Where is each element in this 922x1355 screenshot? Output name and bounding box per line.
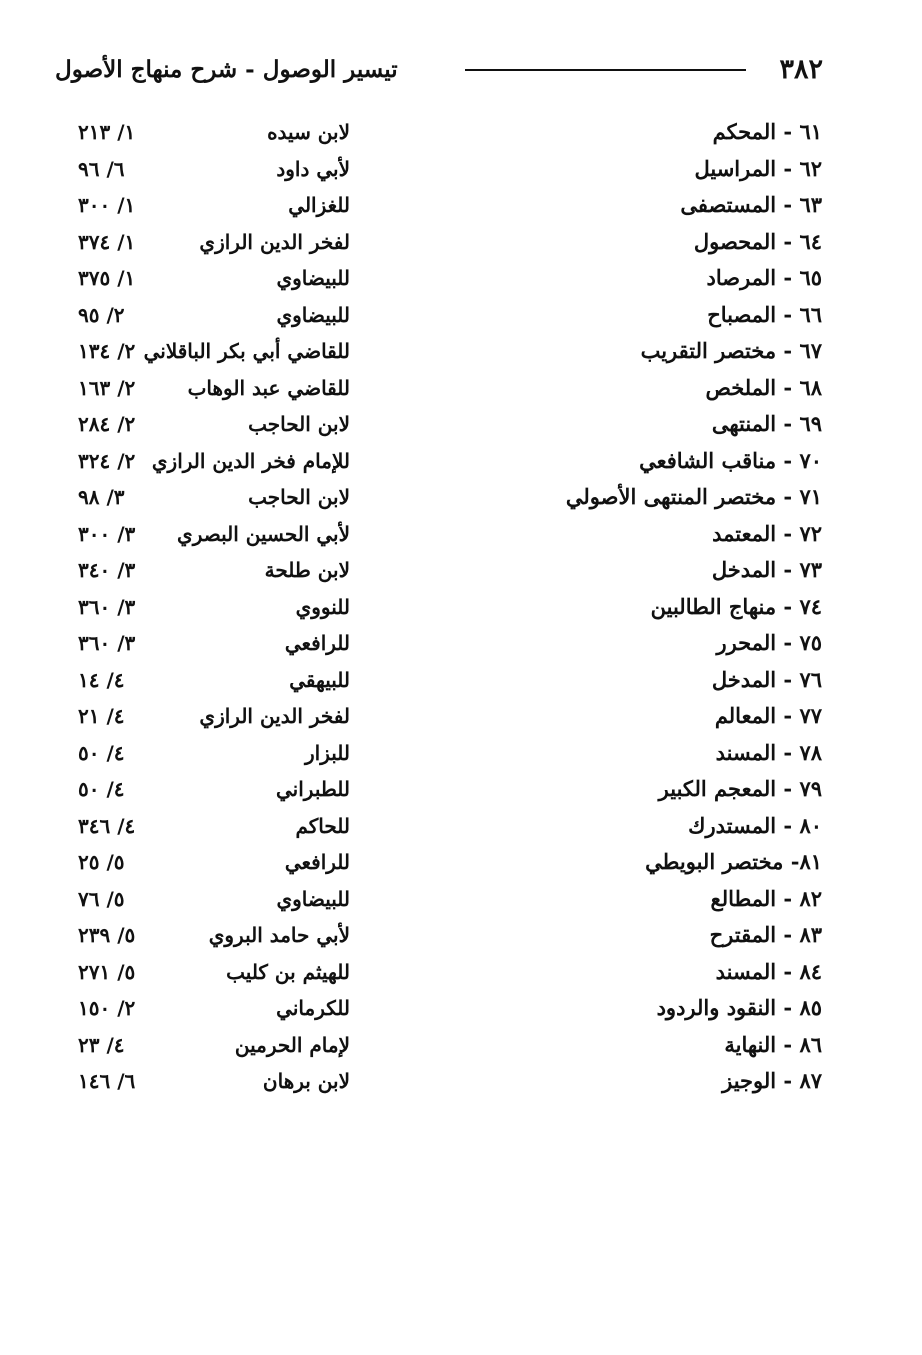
volume-page-ref: ٥/ ٢٥ <box>78 850 125 874</box>
author-ref-row <box>78 954 378 991</box>
book-title-item: ٦٥ - المرصاد <box>706 265 822 290</box>
author-ref-row <box>78 662 378 699</box>
author-name: للهيثم بن كليب <box>226 959 350 984</box>
author-name: لأبي حامد البروي <box>208 923 350 947</box>
book-title-item: ٦٧ - مختصر التقريب <box>640 338 822 363</box>
book-title-item: ٧٤ - منهاج الطالبين <box>650 593 822 619</box>
author-ref-row <box>78 406 378 443</box>
author-name: لابن برهان <box>262 1069 350 1093</box>
book-title-item: ٧٢ - المعتمد <box>712 520 822 546</box>
author-name: للبيضاوي <box>276 266 350 290</box>
volume-page-ref: ٥/ ٢٧١ <box>78 959 136 984</box>
volume-page-ref: ١/ ٢١٣ <box>78 120 136 144</box>
author-name: للنووي <box>295 594 350 619</box>
author-ref-row <box>78 516 378 553</box>
author-ref-row <box>78 917 378 954</box>
book-title-item: ٦١ - المحكم <box>712 119 822 144</box>
book-title-item: ٦٨ - الملخص <box>705 374 822 400</box>
author-ref-row <box>78 735 378 772</box>
volume-page-ref: ٥/ ٢٣٩ <box>78 923 136 947</box>
book-title-item: ٦٢ - المراسيل <box>694 155 822 181</box>
volume-page-ref: ٦/ ١٤٦ <box>78 1069 136 1093</box>
running-title: تيسير الوصول - شرح منهاج الأصول <box>55 56 398 83</box>
volume-page-ref: ٣/ ٣٤٠ <box>78 558 136 582</box>
book-title-item: ٨٧ - الوجيز <box>722 1068 822 1093</box>
author-name: للطبراني <box>276 777 350 801</box>
volume-page-ref: ٢/ ١٣٤ <box>78 339 136 363</box>
book-title-item: ٦٦ - المصباح <box>707 301 822 327</box>
author-ref-row <box>78 625 378 662</box>
volume-page-ref: ٥/ ٧٦ <box>78 886 125 911</box>
volume-page-ref: ٣/ ٣٦٠ <box>78 594 136 619</box>
author-ref-row <box>78 370 378 407</box>
author-name: لابن سيده <box>267 120 350 144</box>
author-ref-row <box>78 881 378 918</box>
author-name: لفخر الدين الرازي <box>199 704 350 728</box>
book-title-item: ٨٢ - المطالع <box>710 885 822 911</box>
book-title-item: ٦٩ - المنتهى <box>711 411 822 436</box>
volume-page-ref: ٤/ ١٤ <box>78 667 125 692</box>
book-title-item: ٨٣ - المقترح <box>709 922 822 947</box>
page-number: ٣٨٢ <box>779 54 823 85</box>
volume-page-ref: ١/ ٣٧٤ <box>78 229 136 254</box>
author-ref-row <box>78 990 378 1027</box>
author-ref-row <box>78 333 378 370</box>
book-title-item: ٨٤ - المسند <box>715 958 822 984</box>
book-title-item: ٧٩ - المعجم الكبير <box>658 776 822 801</box>
author-name: للبيضاوي <box>276 302 350 327</box>
volume-page-ref: ٤/ ٢٣ <box>78 1032 125 1057</box>
author-name: لابن الحاجب <box>248 485 350 509</box>
volume-page-ref: ٢/ ٢٨٤ <box>78 412 136 436</box>
author-ref-row <box>78 1063 378 1100</box>
volume-page-ref: ٦/ ٩٦ <box>78 156 125 181</box>
author-name: لفخر الدين الرازي <box>199 229 350 254</box>
author-ref-row <box>78 552 378 589</box>
book-title-item: ٧١ - مختصر المنتهى الأصولي <box>565 484 822 509</box>
book-title-item: ٧٠ - مناقب الشافعي <box>639 447 822 473</box>
volume-page-ref: ٤/ ٥٠ <box>78 777 125 801</box>
author-ref-row <box>78 297 378 334</box>
book-titles-list <box>462 114 822 1100</box>
author-name: للرافعي <box>284 850 350 874</box>
book-title-item: ٧٦ - المدخل <box>711 666 822 692</box>
volume-page-ref: ٣/ ٩٨ <box>78 485 125 509</box>
author-ref-row <box>78 808 378 845</box>
volume-page-ref: ٤/ ٥٠ <box>78 740 125 765</box>
authors-refs-list <box>78 114 378 1100</box>
volume-page-ref: ٣/ ٣٦٠ <box>78 631 136 655</box>
author-name: للبيضاوي <box>276 886 350 911</box>
author-ref-row <box>78 589 378 626</box>
volume-page-ref: ٤/ ٣٤٦ <box>78 813 136 838</box>
book-title-item: ٧٥ - المحرر <box>716 630 822 655</box>
author-name: لأبي الحسين البصري <box>177 521 350 546</box>
page-header <box>55 52 823 88</box>
book-title-item: ٦٤ - المحصول <box>693 228 822 254</box>
author-name: للكرماني <box>276 996 350 1020</box>
author-ref-row <box>78 844 378 881</box>
volume-page-ref: ٣/ ٣٠٠ <box>78 521 136 546</box>
volume-page-ref: ٤/ ٢١ <box>78 704 125 728</box>
author-ref-row <box>78 443 378 480</box>
author-ref-row <box>78 151 378 188</box>
volume-page-ref: ٢/ ٩٥ <box>78 302 125 327</box>
author-ref-row <box>78 114 378 151</box>
author-name: لإمام الحرمين <box>234 1032 350 1057</box>
book-title-item: ٧٨ - المسند <box>715 739 822 765</box>
author-name: للبيهقي <box>289 667 350 692</box>
book-title-item: ٨٦ - النهاية <box>724 1031 822 1057</box>
book-title-item: ٦٣ - المستصفى <box>680 192 822 217</box>
author-ref-row <box>78 224 378 261</box>
author-ref-row <box>78 260 378 297</box>
author-name: لأبي داود <box>276 156 350 181</box>
volume-page-ref: ٢/ ١٦٣ <box>78 375 136 400</box>
author-ref-row <box>78 771 378 808</box>
author-name: لابن الحاجب <box>248 412 350 436</box>
author-name: للرافعي <box>284 631 350 655</box>
volume-page-ref: ٢/ ١٥٠ <box>78 996 136 1020</box>
header-rule <box>465 69 746 71</box>
book-title-item: ٨٥ - النقود والردود <box>656 995 822 1020</box>
book-title-item: ٧٣ - المدخل <box>711 557 822 582</box>
book-title-item: ٧٧ - المعالم <box>714 703 822 728</box>
author-name: لابن طلحة <box>264 558 350 582</box>
author-ref-row <box>78 1027 378 1064</box>
author-ref-row <box>78 698 378 735</box>
author-ref-row <box>78 187 378 224</box>
author-name: للغزالي <box>288 193 350 217</box>
author-name: للإمام فخر الدين الرازي <box>151 448 350 473</box>
author-name: للقاضي عبد الوهاب <box>187 375 350 400</box>
volume-page-ref: ١/ ٣٠٠ <box>78 193 136 217</box>
author-ref-row <box>78 479 378 516</box>
author-name: للحاكم <box>295 813 350 838</box>
volume-page-ref: ٢/ ٣٢٤ <box>78 448 136 473</box>
author-name: للقاضي أبي بكر الباقلاني <box>143 339 350 363</box>
author-name: للبزار <box>305 740 350 765</box>
book-title-item: ٨٠ - المستدرك <box>688 812 822 838</box>
book-title-item: ٨١- مختصر البويطي <box>645 849 822 874</box>
volume-page-ref: ١/ ٣٧٥ <box>78 266 136 290</box>
